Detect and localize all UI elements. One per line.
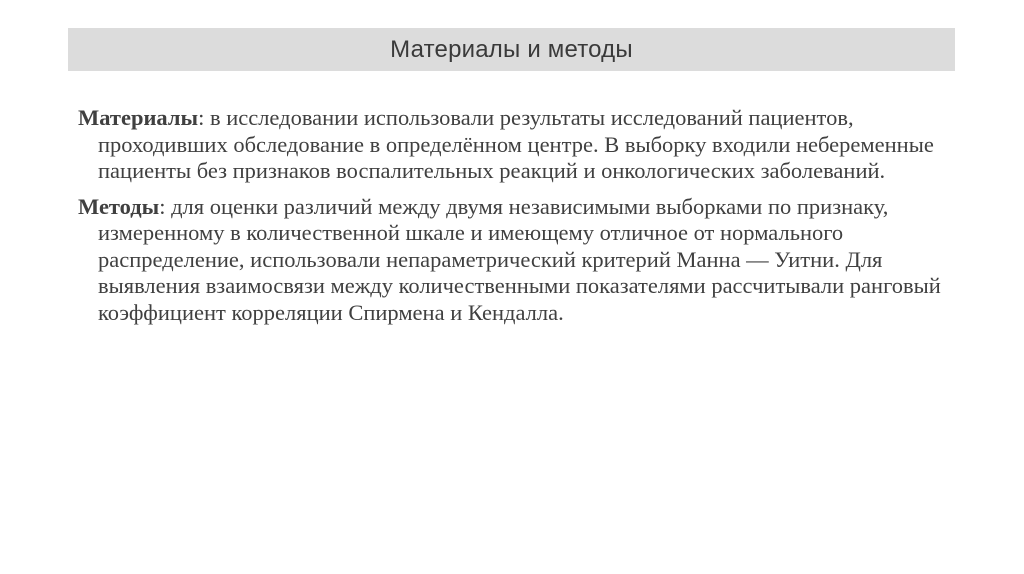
methods-text: : для оценки различий между двумя независимыми выборками по признаку, измеренному в количественной шкале и имеющему отличное от нормального распределение, использовали непараметрический критерий Манна — Уитни. Для выявления взаимосвязи между количественными показателями рассчитывали ранговый коэффициент корреляции Спирмена и Кендалла. [98,193,941,325]
materials-paragraph [78,105,948,185]
slide-title-bar [68,28,955,71]
slide-body [78,105,948,335]
materials-term: Материалы [78,105,199,130]
slide-title: Материалы и методы [390,35,633,63]
methods-paragraph [78,194,948,327]
methods-term: Методы [78,193,160,219]
materials-text: : в исследовании использовали результаты исследований пациентов, проходивших обследование в определённом центре. В выборку входили небеременные пациенты без признаков воспалительных реакций и онкологических заболеваний. [98,105,934,183]
